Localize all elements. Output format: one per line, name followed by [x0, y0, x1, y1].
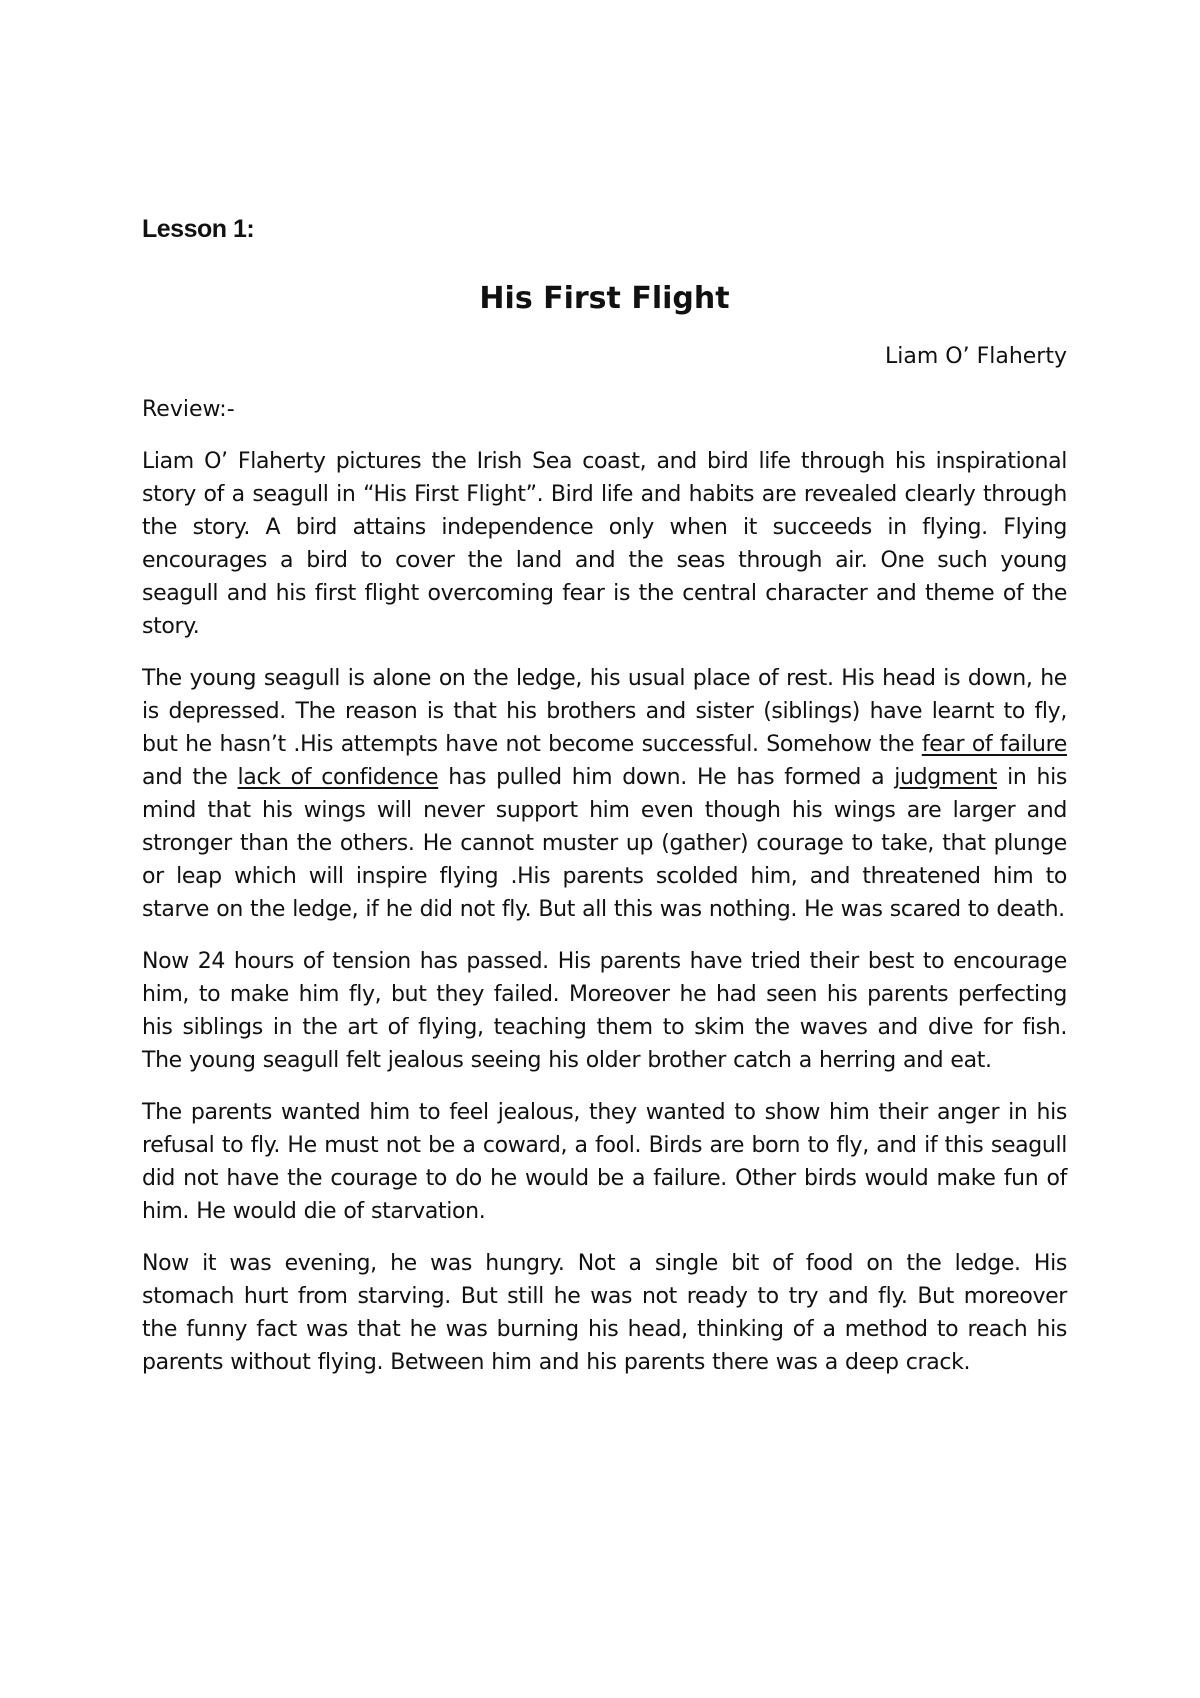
author-name: Liam O’ Flaherty [885, 344, 1067, 369]
paragraph-4: The parents wanted him to feel jealous, they wanted to show him their anger in his refusal to fly. He must not be a coward, a fool. Birds are born to fly, and if this seagull did not have the courage to do he would be a failure. Other birds would make fun of him. He would die of starvation. [142, 1100, 1067, 1224]
lesson-label: Lesson 1: [142, 215, 255, 243]
paragraph-2 [142, 662, 1067, 926]
paragraph-3: Now 24 hours of tension has passed. His parents have tried their best to encourage him, to make him fly, but they failed. Moreover he had seen his parents perfecting his siblings in the art of flying, teaching them to skim the waves and dive for fish. The young seagull felt jealous seeing his older brother catch a herring and eat. [142, 949, 1067, 1073]
review-heading: Review:- [142, 397, 235, 422]
paragraph-1: Liam O’ Flaherty pictures the Irish Sea coast, and bird life through his inspirational story of a seagull in “His First Flight”. Bird life and habits are revealed clearly through the story. A bird attains independence only when it succeeds in flying. Flying encourages a bird to cover the land and the seas through air. One such young seagull and his first flight overcoming fear is the central character and theme of the story. [142, 449, 1067, 639]
paragraph-2-text-3: has pulled him down. He has formed a [438, 765, 895, 790]
story-title: His First Flight [479, 281, 730, 316]
paragraph-2-text-1: The young seagull is alone on the ledge, his usual place of rest. His head is down, he is depressed. The reason is that his brothers and sister (siblings) have learnt to fly, but he hasn’t .His attempts have not become successful. Somehow the [142, 666, 1067, 757]
paragraph-2-text-2: and the [142, 765, 238, 790]
underlined-lack-of-confidence: lack of confidence [237, 765, 439, 790]
underlined-judgment: judgment [894, 765, 998, 790]
paragraph-2-text-4: in his mind that his wings will never support him even though his wings are larger and stronger than the others. He cannot muster up (gather) courage to take, that plunge or leap which will inspire flying .His parents scolded him, and threatened him to starve on the ledge, if he did not fly. But all this was nothing. He was scared to death. [142, 765, 1067, 922]
paragraph-5: Now it was evening, he was hungry. Not a single bit of food on the ledge. His stomach hurt from starving. But still he was not ready to try and fly. But moreover the funny fact was that he was burning his head, thinking of a method to reach his parents without flying. Between him and his parents there was a deep crack. [142, 1251, 1067, 1375]
underlined-fear-of-failure: fear of failure [921, 732, 1067, 757]
document-content [142, 213, 1067, 1375]
review-body [142, 445, 1067, 1398]
